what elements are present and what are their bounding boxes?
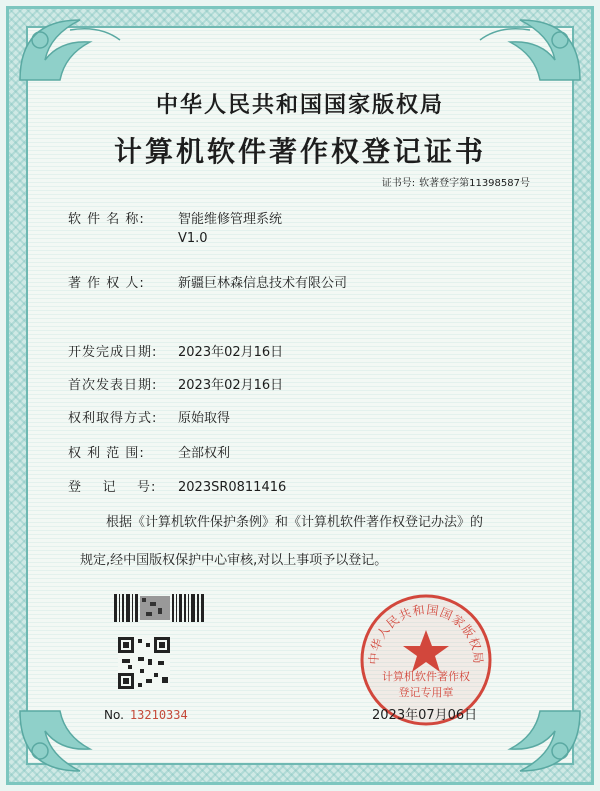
- publish-date-row: [68, 374, 283, 393]
- qr-code-icon: [118, 637, 170, 689]
- publish-date-label: 首次发表日期:: [68, 378, 158, 393]
- issuer-title: 中华人民共和国国家版权局: [155, 92, 444, 118]
- dev-date-label: 开发完成日期:: [68, 345, 158, 360]
- certificate-title: 计算机软件著作权登记证书: [113, 135, 486, 168]
- publish-date-value: 2023年02月16日: [178, 378, 284, 393]
- owner-value: 新疆巨林森信息技术有限公司: [178, 276, 348, 291]
- owner-label: 著 作 权 人:: [68, 276, 145, 291]
- software-name-value: 智能维修管理系统: [178, 212, 283, 227]
- certificate-number-value: 软著登字第11398587号: [419, 178, 530, 189]
- seal-text-line-2: 登记专用章: [398, 686, 454, 699]
- software-name-label: 软 件 名 称:: [68, 212, 145, 227]
- seal-arc-text: 中华人民共和国国家版权局: [366, 602, 486, 666]
- statement-line-1: 根据《计算机软件保护条例》和《计算机软件著作权登记办法》的: [106, 515, 484, 530]
- serial-number: [104, 708, 188, 722]
- barcode-icon: [114, 594, 206, 622]
- seal-text-line-1: 计算机软件著作权: [382, 670, 470, 683]
- rights-method-row: [68, 407, 230, 426]
- corner-ornament-icon: [470, 10, 590, 90]
- software-version: V1.0: [178, 231, 208, 246]
- corner-ornament-icon: [10, 10, 130, 90]
- registration-number-label: 登 记 号:: [68, 480, 157, 495]
- registration-number-row: [68, 476, 286, 495]
- dev-date-row: [68, 341, 283, 360]
- rights-scope-row: [68, 442, 230, 461]
- statement-line-2: 规定,经中国版权保护中心审核,对以上事项予以登记。: [80, 553, 388, 568]
- registration-number-value: 2023SR0811416: [178, 480, 287, 495]
- certificate-number-label: 证书号:: [381, 178, 416, 189]
- owner-row: [68, 272, 347, 291]
- rights-scope-label: 权 利 范 围:: [68, 446, 145, 461]
- certificate-number: [382, 174, 530, 189]
- software-name-row: [68, 208, 282, 246]
- dev-date-value: 2023年02月16日: [178, 345, 284, 360]
- statement-paragraph: [80, 504, 540, 580]
- serial-value: 13210334: [129, 708, 188, 722]
- rights-method-value: 原始取得: [178, 411, 231, 426]
- serial-label: No.: [104, 708, 124, 722]
- rights-scope-value: 全部权利: [178, 446, 231, 461]
- rights-method-label: 权利取得方式:: [68, 411, 158, 426]
- issue-date: 2023年07月06日: [372, 708, 478, 723]
